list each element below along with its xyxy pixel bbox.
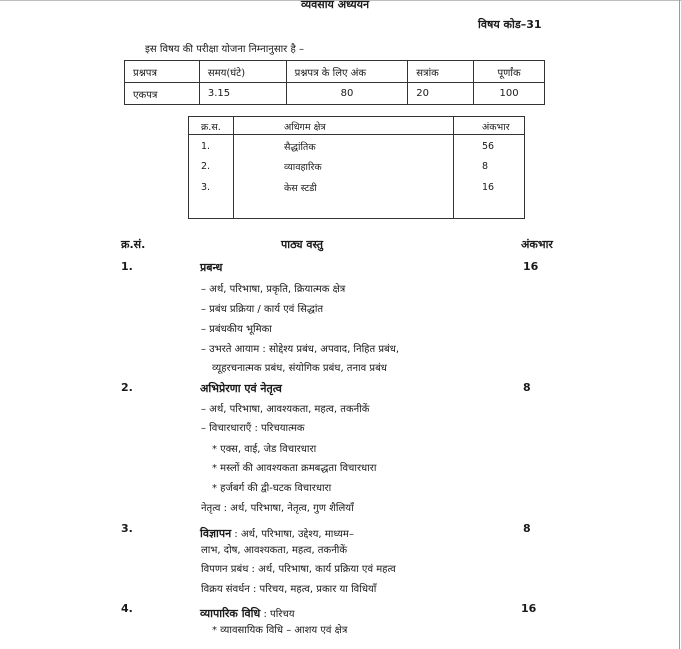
section-marks: 8 (523, 381, 531, 394)
content-subject-header: पाठ्य वस्तु (281, 238, 324, 251)
page-title: व्यवसाय अध्ययन (301, 0, 370, 11)
table-cell: 80 (286, 83, 408, 105)
table-cell: 56 (482, 141, 495, 152)
list-item: – प्रबंध प्रक्रिया / कार्य एवं सिद्धांत (201, 304, 324, 315)
table-header-cell: अधिगम क्षेत्र (284, 122, 326, 133)
list-item: – अर्थ, परिभाषा, आवश्यकता, महत्व, तकनीकें (201, 404, 370, 415)
content-marks-header: अंकभार (521, 238, 553, 251)
exam-scheme-table (124, 60, 545, 105)
list-item: – अर्थ, परिभाषा, प्रकृति, क्रियात्मक क्षेत्र (201, 284, 346, 295)
page-right-border (679, 0, 680, 649)
section-title: प्रबन्ध (200, 261, 223, 274)
intro-text: इस विषय की परीक्षा योजना निम्नानुसार है – (145, 44, 304, 55)
list-item: व्यूहरचनात्मक प्रबंध, संयोगिक प्रबंध, तनाव प्रबंध (212, 363, 387, 374)
section-marks: 16 (523, 260, 539, 273)
table-row (125, 83, 545, 105)
table-cell: 100 (474, 83, 545, 105)
list-item: नेतृत्व : अर्थ, परिभाषा, नेतृत्व, गुण शैलियाँ (201, 503, 354, 514)
section-number: 1. (121, 260, 133, 273)
subject-code: विषय कोड–31 (478, 18, 542, 31)
section-title-rest: : अर्थ, परिभाषा, उद्देश्य, माध्यम– (231, 529, 354, 540)
table-header-cell: समय(घंटे) (199, 61, 286, 83)
section-heading-line (200, 602, 295, 621)
table-header-cell: क्र.स. (201, 122, 221, 133)
table-header-cell: प्रश्नपत्र (125, 61, 200, 83)
table-header-cell: सत्रांक (408, 61, 474, 83)
table-cell: 20 (408, 83, 474, 105)
table-divider (453, 117, 454, 218)
table-cell: 1. (201, 141, 211, 152)
learning-area-table (188, 116, 525, 219)
table-cell: 16 (482, 182, 495, 193)
section-marks: 16 (521, 602, 537, 615)
list-item: * मस्लों की आवश्यकता क्रमबद्धता विचारधारा (212, 463, 377, 474)
table-header-cell: अंकभार (482, 122, 510, 133)
table-divider (189, 134, 524, 135)
list-item: * हर्जबर्ग की द्वी-घटक विचारधारा (212, 483, 332, 494)
table-header-cell: प्रश्नपत्र के लिए अंक (286, 61, 408, 83)
section-number: 2. (121, 381, 133, 394)
section-title: विज्ञापन (200, 527, 232, 540)
list-item: * एक्स, वाई, जेड विचारधारा (212, 444, 317, 455)
list-item: लाभ, दोष, आवश्यकता, महत्व, तकनीकें (201, 545, 348, 556)
content-sno-header: क्र.सं. (121, 238, 146, 251)
table-divider (233, 117, 234, 218)
table-cell: एकपत्र (125, 83, 200, 105)
table-cell: 3.15 (199, 83, 286, 105)
section-heading-line (200, 522, 354, 541)
list-item: विक्रय संवर्धन : परिचय, महत्व, प्रकार या विधियाँ (201, 584, 377, 595)
list-item: – उभरते आयाम : सोद्देश्य प्रबंध, अपवाद, निहित प्रबंध, (201, 344, 400, 355)
list-item: – प्रबंधकीय भूमिका (201, 324, 272, 335)
table-cell: 2. (201, 161, 211, 172)
list-item: * व्यावसायिक विधि – आशय एवं क्षेत्र (212, 625, 348, 636)
section-title: व्यापारिक विधि (200, 607, 261, 620)
section-number: 4. (121, 602, 133, 615)
section-title-rest: : परिचय (260, 609, 295, 620)
table-cell: केस स्टडी (284, 183, 317, 194)
list-item: विपणन प्रबंध : अर्थ, परिभाषा, कार्य प्रक्रिया एवं महत्व (201, 564, 396, 575)
table-header-row (125, 61, 545, 83)
list-item: – विचारधाराएँ : परिचयात्मक (201, 423, 305, 434)
section-marks: 8 (523, 522, 531, 535)
table-cell: 3. (201, 182, 211, 193)
table-cell: 8 (482, 161, 489, 172)
table-cell: सैद्धांतिक (284, 142, 316, 153)
section-number: 3. (121, 522, 133, 535)
section-title: अभिप्रेरणा एवं नेतृत्व (200, 382, 282, 395)
table-cell: व्यावहारिक (284, 162, 322, 173)
table-header-cell: पूर्णांक (474, 61, 545, 83)
